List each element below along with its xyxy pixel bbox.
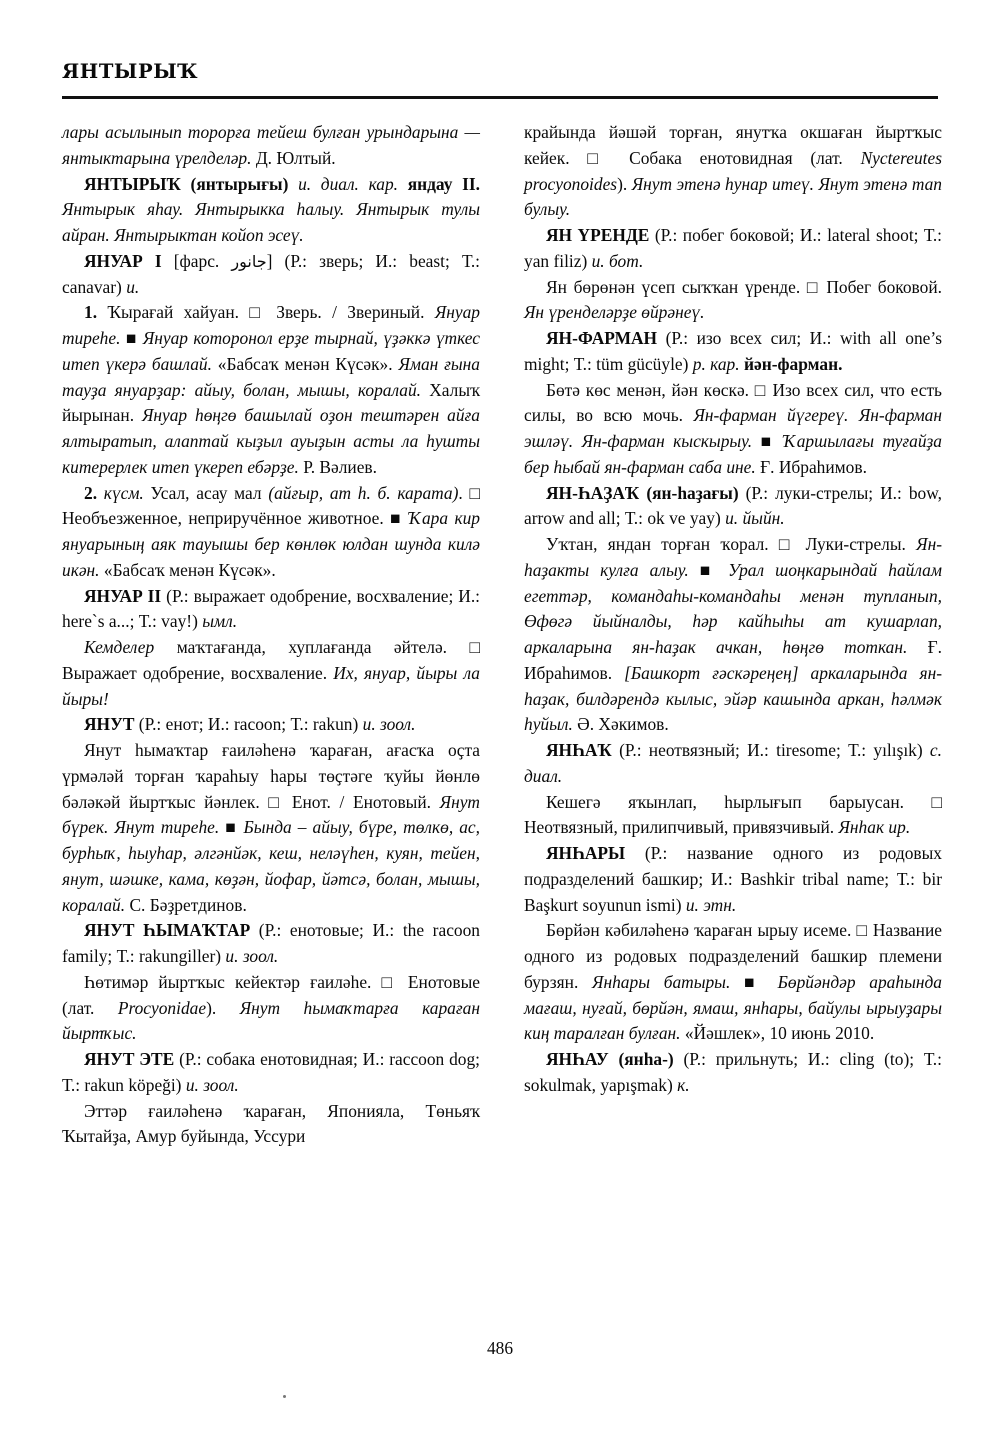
entry-paragraph: ЯНУТ (Р.: енот; И.: racoon; Т.: rakun) и. зоол. [84,714,416,735]
entry-paragraph: Янут һымаҡтар ғаиләһенә ҡараған, ағасҡа оҫта үрмәләй торған ҡараһыу һары төҫтәге ҡуйы йөнлө бәләкәй йыртҡыс йәнлек. □ Енот. / Енотовый. Янут бүрек. Янут тиреһе. ■ Бында – айыу, бүре, төлкө, ас, бурһыҡ, һыуһар, әлгәнйәк, кеш, неләүһен, куян, тейен, янут, шәшке, кама, көҙән, йофар, йәтсә, болан, мышы, коралай. С. Бәҙретдинов. [62,738,480,918]
entry-paragraph: Ян бөрөнән үсеп сыҡҡан үренде. □ Побег боковой. Ян үренделәрҙе өйрәнеү. [524,275,942,327]
entry-paragraph: Һөтимәр йыртҡыс кейектәр ғаиләһе. □ Енотовые (лат. Procyonidae). Янут һымаҡтарға караған йыртҡыс. [62,970,480,1047]
entry-paragraph: ЯНУТ ҺЫМАҠТАР (Р.: енотовые; И.: the racoon family; Т.: rakungiller) и. зоол. [62,920,481,966]
entry-paragraph: ЯН-ФАРМАН (Р.: изо всех сил; И.: with all one’s might; Т.: tüm gücüyle) р. кар. йән-фарман. [524,328,942,374]
entry-paragraph: 1. Ҡырағай хайуан. □ Зверь. / Звериный. Януар тиреһе. ■ Януар которонол ерҙе тырнай, үҙәккә үткес итеп үкерә башлай. «Бабсаҡ менән Күсәк». Яман ғына тауҙа януарҙар: айыу, болан, мышы, коралай. Халыҡ йырынан. Януар һөңгө башылай оҙон тештәрен айға ялтыратып, алаптай кыҙыл ауыҙын асты ла һушты китерерлек итеп үкереп ебәрҙе. Р. Вәлиев. [62,300,480,480]
page-number: 486 [486,1338,514,1358]
left-column [62,120,480,1150]
entry-paragraph: ЯНУТ ЭТЕ (Р.: собака енотовидная; И.: raccoon dog; Т.: rakun köpeği) и. зоол. [62,1049,480,1095]
entry-paragraph: ЯН ҮРЕНДЕ (Р.: побег боковой; И.: lateral shoot; Т.: yan filiz) и. бот. [524,225,942,271]
right-column [524,120,942,1150]
entry-paragraph: 2. күсм. Усал, асау мал (айғыр, ат һ. б. карата). □ Необъезженное, неприручённое животное. ■ Ҡара кир януарының аяк тауышы бер көнлөк юлдан шунда килә икән. «Бабсаҡ менән Күсәк». [62,481,480,584]
entry-paragraph: ЯНҺАУ (янһа-) (Р.: прильнуть; И.: cling (to); Т.: sokulmak, yapışmak) к. [524,1049,942,1095]
entry-paragraph: лары асылынып торорға тейеш булған урындарына — янтыктарына үрелделәр. Д. Юлтый. [62,122,480,168]
entry-paragraph: Бөтә көс менән, йән көскә. □ Изо всех сил, что есть силы, во всю мочь. Ян-фарман йүгереү. Ян-фарман эшләү. Ян-фарман кыскырыу. ■ Ҡаршылағы туғайҙа бер һыбай ян-фарман саба ине. Ғ. Ибраһимов. [524,378,942,481]
entry-paragraph: ЯНУАР II (Р.: выражает одобрение, восхваление; И.: here`s a...; Т.: vay!) ымл. [62,585,481,632]
entry-paragraph: ЯНУАР I [фарс. جانور] (Р.: зверь; И.: beast; Т.: canavar) и. [62,250,481,297]
entry-paragraph: Уҡтан, яндан торған ҡорал. □ Луки-стрелы. Ян-һаҙакты кулға алыу. ■ Урал шоңкарындай һайлам егеттәр, командаһы-командаһы менән тупланып, Өфөгә йыйналды, һәр кайһыһы ат кушарлап, аркаларына ян-һаҙак ачкан, һөңгө тоткан. Ғ. Ибраһимов. [Башкорт ғәскәреңең] аркаларында ян-һаҙак, билдәрендә кылыс, эйәр кашында аркан, һәлмәк һуйыл. Ә. Хәкимов. [524,532,942,738]
entry-paragraph: крайында йәшәй торған, янутҡа окшаған йыртҡыс кейек. □ Собака енотовидная (лат. Nyctereutes procyonoides). Янут этенә һунар итеү. Янут этенә тап булыу. [524,120,942,223]
entry-paragraph: ЯН-ҺАҘАҠ (ян-һаҙағы) (Р.: луки-стрелы; И.: bow, arrow and all; Т.: ok ve yay) и. йыйн. [524,482,942,529]
entry-paragraph: Бөрйән кәбиләһенә ҡараған ырыу исеме. □ Название одного из родовых подразделений башкир племени бурзян. Янһары батыры. ■ Бөрйәндәр араһында мағаш, нуғай, бөрйән, ямаш, янһары, байулы ырыуҙары киң таралған булған. «Йәшлек», 10 июнь 2010. [524,918,942,1047]
entry-paragraph: Кемделер маҡтағанда, хуплағанда әйтелә. □ Выражает одобрение, восхваление. Их, януар, йыры ла йыры! [62,635,480,712]
entry-paragraph: Кешегә яҡынлап, һырлығып барыусан. □ Неотвязный, прилипчивый, привязчивый. Янһак ир. [524,790,942,842]
two-column-body [62,120,942,1150]
print-speck [283,1395,286,1398]
entry-paragraph: Эттәр ғаиләһенә ҡараған, Японияла, Төньяҡ Ҡытайҙа, Амур буйында, Уссури [62,1100,480,1147]
header-rule [62,96,938,99]
entry-paragraph: ЯНҺАРЫ (Р.: название одного из родовых подразделений башкир; И.: Bashkir tribal name; Т.: bir Başkurt soyunun ismi) и. этн. [524,843,942,915]
entry-paragraph: ЯНТЫРЫҠ (янтырығы) и. диал. кар. яндау II. Янтырык яһау. Янтырыкка һалыу. Янтырык тулы айран. Янтырыктан койоп эсеү. [62,173,480,245]
entry-paragraph: ЯНҺАҠ (Р.: неотвязный; И.: tiresome; Т.: yılışık) с. диал. [524,740,942,786]
running-head: ЯНТЫРЫҠ [62,60,199,83]
